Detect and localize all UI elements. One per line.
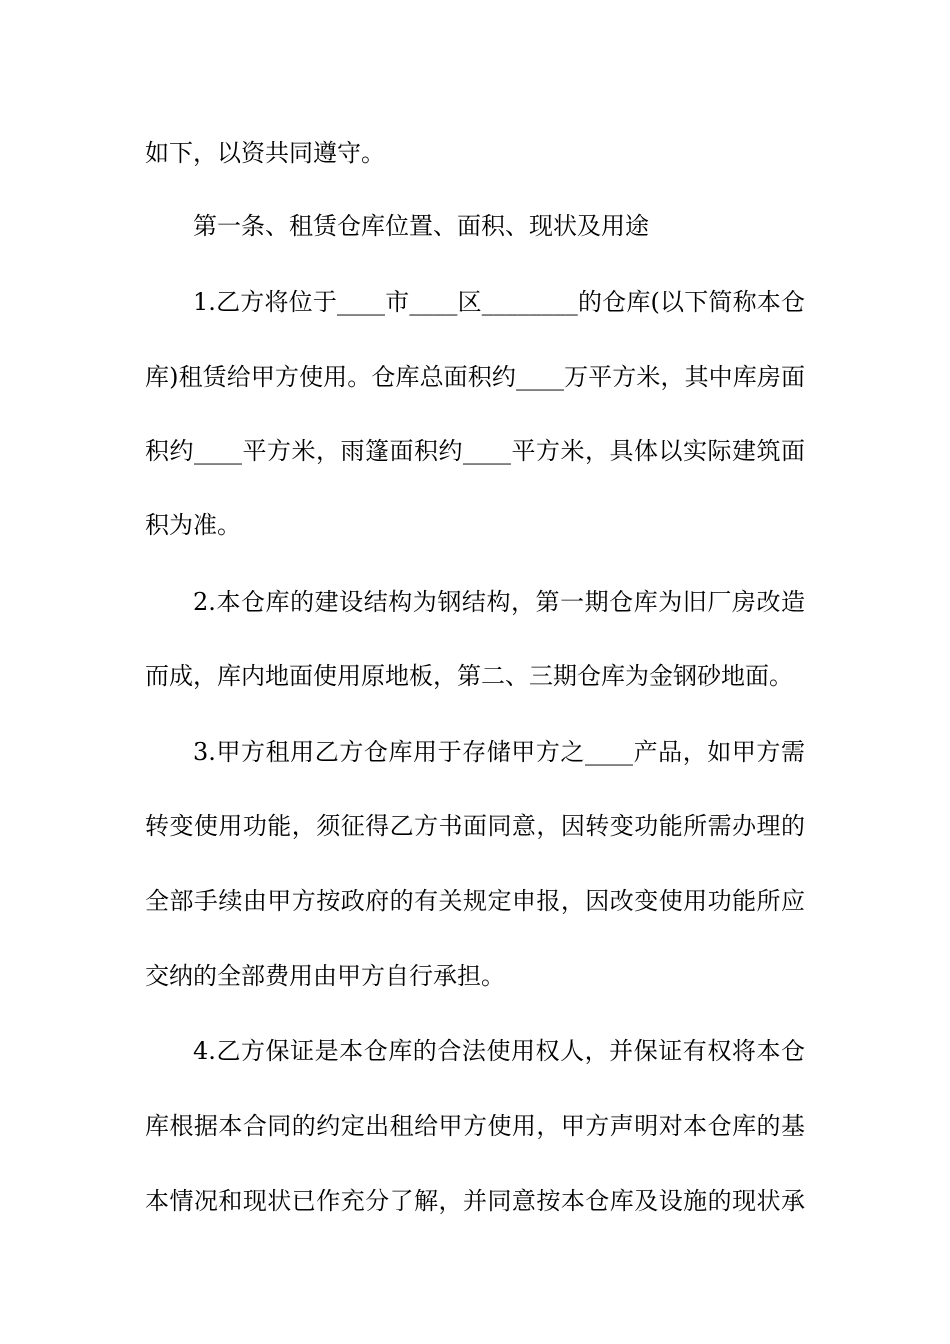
text-line: 全部手续由甲方按政府的有关规定申报，因改变使用功能所应 [145, 887, 805, 915]
text-line: 4.乙方保证是本仓库的合法使用权人，并保证有权将本仓 [193, 1037, 805, 1065]
text-line: 库根据本合同的约定出租给甲方使用，甲方声明对本仓库的基 [145, 1112, 805, 1140]
text-line: 如下，以资共同遵守。 [145, 139, 385, 167]
text-line: 1.乙方将位于____市____区________的仓库(以下简称本仓 [193, 288, 805, 316]
text-line: 本情况和现状已作充分了解，并同意按本仓库及设施的现状承 [145, 1187, 805, 1215]
text-line: 3.甲方租用乙方仓库用于存储甲方之____产品，如甲方需 [193, 738, 805, 766]
text-line: 库)租赁给甲方使用。仓库总面积约____万平方米，其中库房面 [145, 363, 805, 391]
section-heading: 第一条、租赁仓库位置、面积、现状及用途 [193, 212, 649, 240]
text-line: 转变使用功能，须征得乙方书面同意，因转变功能所需办理的 [145, 812, 805, 840]
text-line: 交纳的全部费用由甲方自行承担。 [145, 962, 505, 990]
text-line: 而成，库内地面使用原地板，第二、三期仓库为金钢砂地面。 [145, 662, 793, 690]
text-line: 积为准。 [145, 511, 241, 539]
text-line: 积约____平方米，雨篷面积约____平方米，具体以实际建筑面 [145, 437, 805, 465]
text-line: 2.本仓库的建设结构为钢结构，第一期仓库为旧厂房改造 [193, 588, 805, 616]
